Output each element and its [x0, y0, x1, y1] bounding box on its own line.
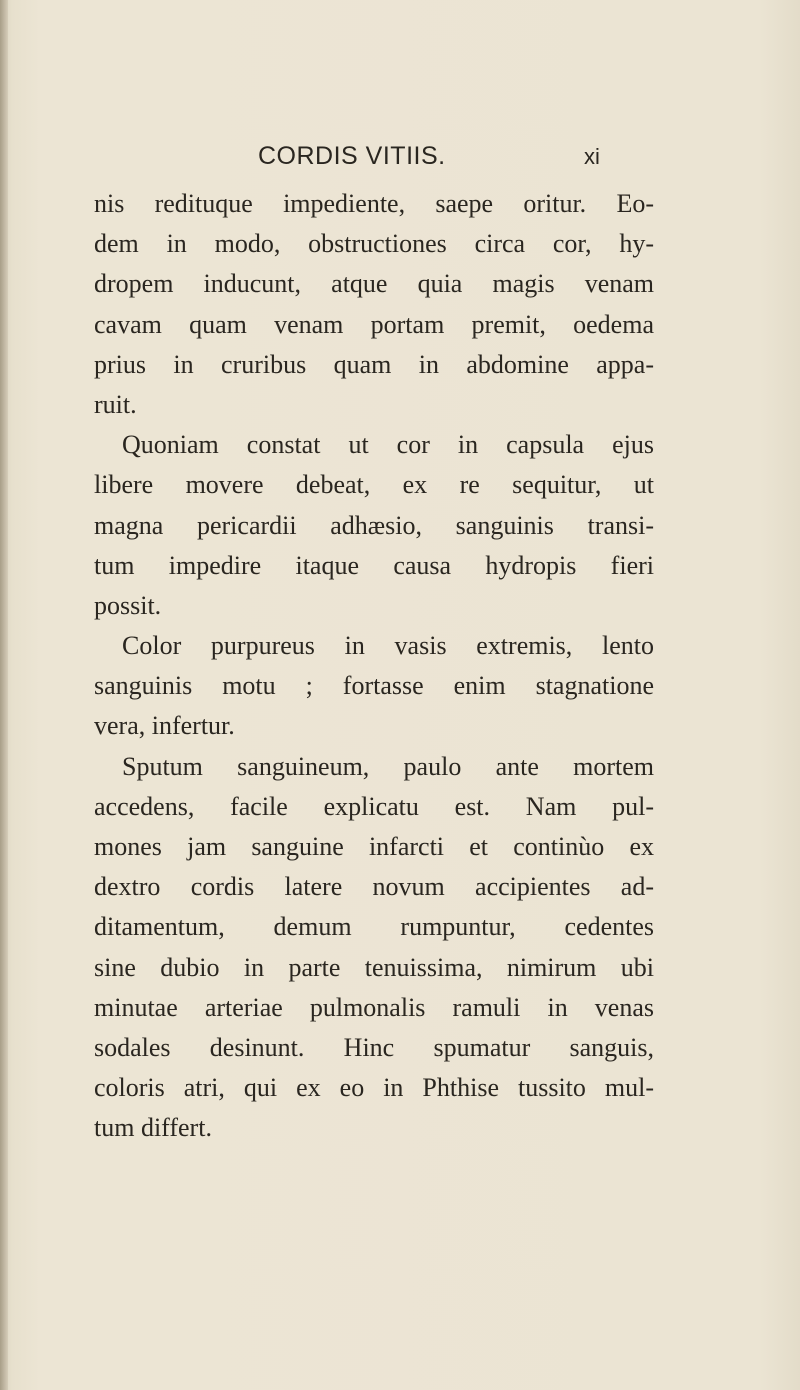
- text-line: minutae arteriae pulmonalis ramuli in venas: [94, 992, 654, 1022]
- binding-gutter: [0, 0, 8, 1390]
- text-line: magna pericardii adhæsio, sanguinis transi-: [94, 510, 654, 540]
- text-line: dropem inducunt, atque quia magis venam: [94, 269, 654, 299]
- text-line: accedens, facile explicatu est. Nam pul-: [94, 791, 654, 821]
- paragraph-start-line: Quoniam constat ut cor in capsula ejus: [122, 430, 654, 460]
- text-line: sodales desinunt. Hinc spumatur sanguis,: [94, 1032, 654, 1062]
- text-line: coloris atri, qui ex eo in Phthise tussito mul-: [94, 1073, 654, 1103]
- text-line: tum differt.: [94, 1113, 212, 1143]
- text-line: vera, infertur.: [94, 711, 235, 741]
- text-line: dem in modo, obstructiones circa cor, hy-: [94, 229, 654, 259]
- paragraph-start-line: Color purpureus in vasis extremis, lento: [122, 631, 654, 661]
- text-line: possit.: [94, 590, 162, 620]
- body-text: [94, 184, 654, 1149]
- text-line: sine dubio in parte tenuissima, nimirum ubi: [94, 952, 654, 982]
- text-line: libere movere debeat, ex re sequitur, ut: [94, 470, 654, 500]
- text-line: mones jam sanguine infarcti et continùo ex: [94, 832, 654, 861]
- text-line: prius in cruribus quam in abdomine appa-: [94, 349, 654, 379]
- running-title: CORDIS VITIIS.: [258, 142, 446, 170]
- text-line: cavam quam venam portam premit, oedema: [94, 309, 654, 339]
- text-line: ditamentum, demum rumpuntur, cedentes: [94, 912, 654, 942]
- text-line: nis redituque impediente, saepe oritur. Eo-: [94, 189, 654, 218]
- text-line: sanguinis motu ; fortasse enim stagnatione: [94, 671, 654, 701]
- text-line: ruit.: [94, 389, 137, 419]
- text-line: tum impedire itaque causa hydropis fieri: [94, 550, 654, 580]
- text-line: dextro cordis latere novum accipientes ad-: [94, 872, 654, 902]
- paragraph-start-line: Sputum sanguineum, paulo ante mortem: [122, 751, 654, 781]
- running-head: [0, 142, 800, 172]
- page-number: xi: [584, 144, 600, 169]
